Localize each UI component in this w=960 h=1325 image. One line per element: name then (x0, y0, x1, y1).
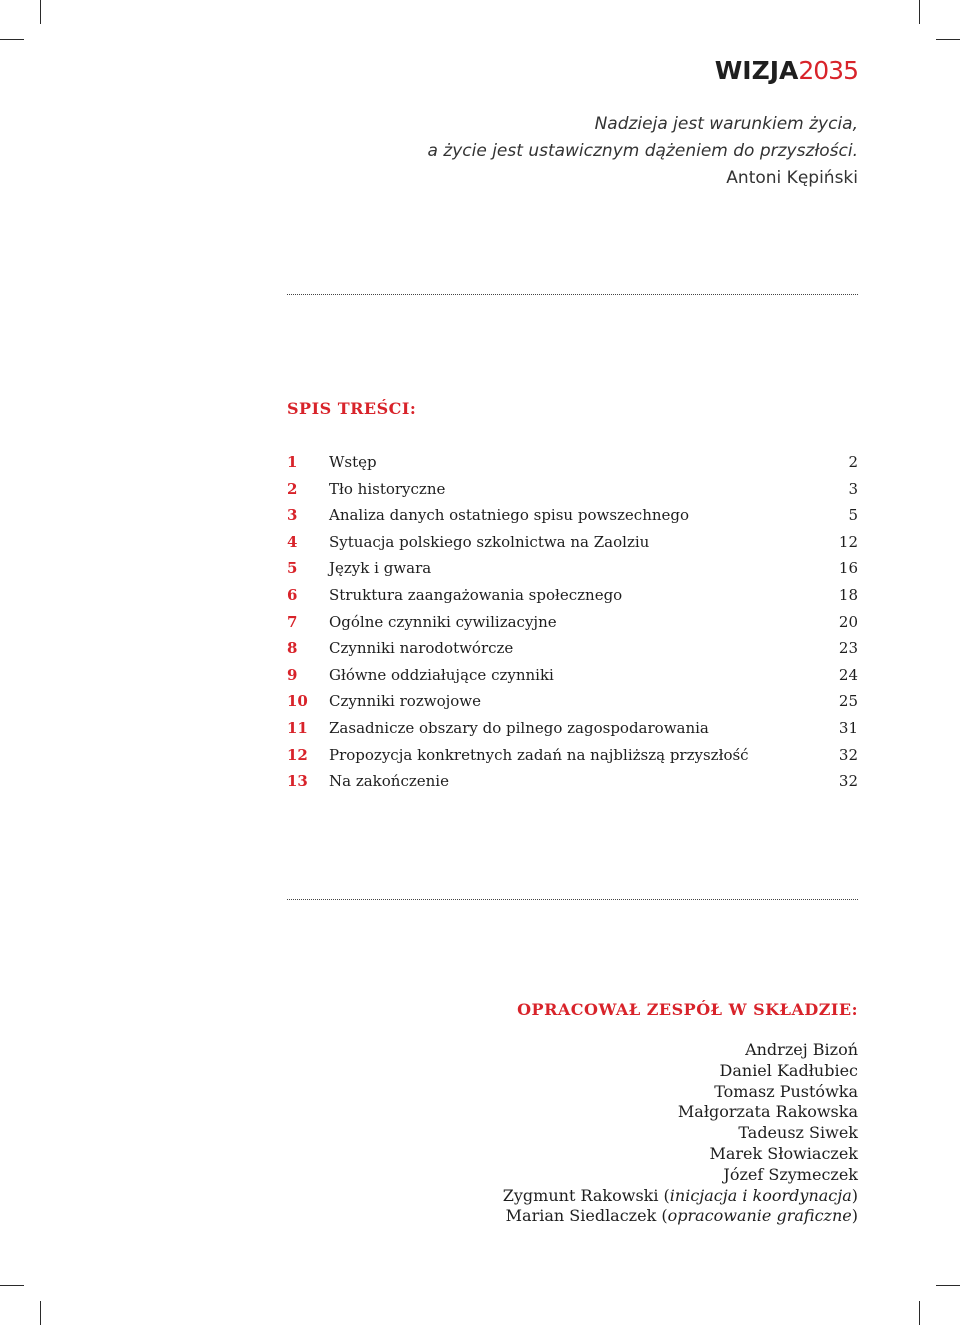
toc-item-page: 12 (838, 532, 858, 551)
toc-item[interactable] (287, 768, 858, 795)
team-heading: OPRACOWAŁ ZESPÓŁ W SKŁADZIE: (517, 1000, 858, 1019)
toc-item-title: Propozycja konkretnych zadań na najbliższą przyszłość (329, 745, 749, 764)
crop-mark-top-left-vertical (40, 0, 41, 24)
motto-line-1: Nadzieja jest warunkiem życia, (594, 114, 858, 134)
toc-item-title: Analiza danych ostatniego spisu powszechnego (329, 506, 690, 525)
logo (715, 55, 858, 83)
toc-item-page: 20 (838, 612, 858, 631)
team-member-name: Zygmunt Rakowski (502, 1185, 659, 1205)
toc-item-page: 32 (838, 772, 858, 791)
toc-item-page: 2 (848, 453, 858, 471)
toc-item-title: Zasadnicze obszary do pilnego zagospodarowania (329, 718, 709, 737)
divider-top (287, 294, 858, 295)
divider-bottom (287, 899, 858, 900)
team-member: Zygmunt Rakowski (inicjacja i koordynacja) (502, 1185, 858, 1205)
toc-item-title: Struktura zaangażowania społecznego (329, 585, 623, 604)
toc-item-title: Czynniki rozwojowe (329, 692, 481, 711)
team-member (503, 1144, 858, 1165)
toc-item-number: 8 (287, 639, 298, 658)
team-member-name: Tadeusz Siwek (738, 1123, 858, 1143)
toc-item-page: 16 (838, 559, 858, 578)
toc-item[interactable] (287, 449, 858, 476)
crop-mark-top-right-horizontal (936, 39, 960, 40)
team-member: Marian Siedlaczek (opracowanie graficzne) (505, 1206, 858, 1226)
toc-item[interactable] (287, 688, 858, 715)
team-member (503, 1061, 858, 1082)
toc-item[interactable] (287, 529, 858, 556)
team-member (503, 1123, 858, 1144)
toc-item-title: Czynniki narodotwórcze (329, 639, 514, 658)
team-member-name: Małgorzata Rakowska (677, 1102, 858, 1122)
toc-item-number: 11 (287, 718, 308, 737)
toc-item-page: 24 (838, 665, 858, 684)
toc-item-number: 12 (287, 745, 308, 764)
toc-item-number: 3 (287, 506, 298, 525)
team-member-name: Marian Siedlaczek (505, 1206, 657, 1226)
toc-item-number: 7 (287, 612, 298, 631)
crop-mark-top-left-horizontal (0, 39, 24, 40)
toc-item-title: Ogólne czynniki cywilizacyjne (329, 612, 557, 631)
team-member (503, 1082, 858, 1103)
toc-item[interactable] (287, 582, 858, 609)
logo-word: WIZJA (714, 56, 799, 85)
motto-author: Antoni Kępiński (726, 168, 858, 188)
toc-item-page: 25 (838, 692, 858, 711)
toc-item-page: 31 (838, 718, 858, 737)
toc-item-number: 9 (287, 665, 298, 684)
team-member-name: Tomasz Pustówka (714, 1081, 858, 1101)
team-member-name: Marek Słowiaczek (709, 1143, 858, 1163)
toc-item[interactable] (287, 502, 858, 529)
team-member-name: Daniel Kadłubiec (719, 1060, 858, 1080)
toc-item-page: 18 (838, 585, 858, 604)
toc-item-title: Na zakończenie (329, 772, 449, 791)
motto-quote (427, 111, 858, 165)
toc-item-number: 4 (287, 532, 298, 551)
team-member-name: Józef Szymeczek (723, 1164, 858, 1184)
toc-item-title: Tło historyczne (329, 479, 446, 498)
toc-heading: SPIS TREŚCI: (287, 399, 417, 418)
toc-item-page: 32 (838, 745, 858, 764)
team-list (503, 1040, 858, 1227)
crop-mark-top-right-vertical (919, 0, 920, 24)
motto-line-2: a życie jest ustawicznym dążeniem do przyszłości. (427, 141, 858, 161)
toc-item-title: Sytuacja polskiego szkolnictwa na Zaolziu (329, 532, 650, 551)
toc-item[interactable] (287, 555, 858, 582)
crop-mark-bottom-right-horizontal (936, 1285, 960, 1286)
toc-item[interactable] (287, 742, 858, 769)
toc-item-number: 6 (287, 585, 298, 604)
team-member-name: Andrzej Bizoń (745, 1040, 858, 1059)
toc-item-number: 5 (287, 559, 298, 578)
toc-item-title: Wstęp (329, 453, 377, 471)
toc-item-number: 2 (287, 479, 298, 498)
crop-mark-bottom-right-vertical (919, 1301, 920, 1325)
team-member (503, 1165, 858, 1186)
toc-item[interactable] (287, 715, 858, 742)
toc-list (287, 449, 858, 795)
toc-item-number: 13 (287, 772, 308, 791)
toc-item-number: 1 (287, 453, 298, 471)
toc-item-title: Język i gwara (329, 559, 432, 578)
toc-item-page: 23 (838, 639, 858, 658)
team-member-role: inicjacja i koordynacja (669, 1185, 852, 1205)
logo-year: 2035 (798, 56, 858, 85)
team-member (503, 1040, 858, 1061)
team-member-role: opracowanie graficzne (667, 1206, 852, 1226)
toc-item[interactable] (287, 635, 858, 662)
toc-item-page: 5 (848, 506, 858, 525)
toc-item-page: 3 (848, 479, 858, 498)
toc-item[interactable] (287, 609, 858, 636)
crop-mark-bottom-left-horizontal (0, 1285, 24, 1286)
toc-item[interactable] (287, 662, 858, 689)
crop-mark-bottom-left-vertical (40, 1301, 41, 1325)
toc-item-title: Główne oddziałujące czynniki (329, 665, 554, 684)
team-member (503, 1102, 858, 1123)
toc-item-number: 10 (287, 692, 308, 711)
toc-item[interactable] (287, 476, 858, 503)
